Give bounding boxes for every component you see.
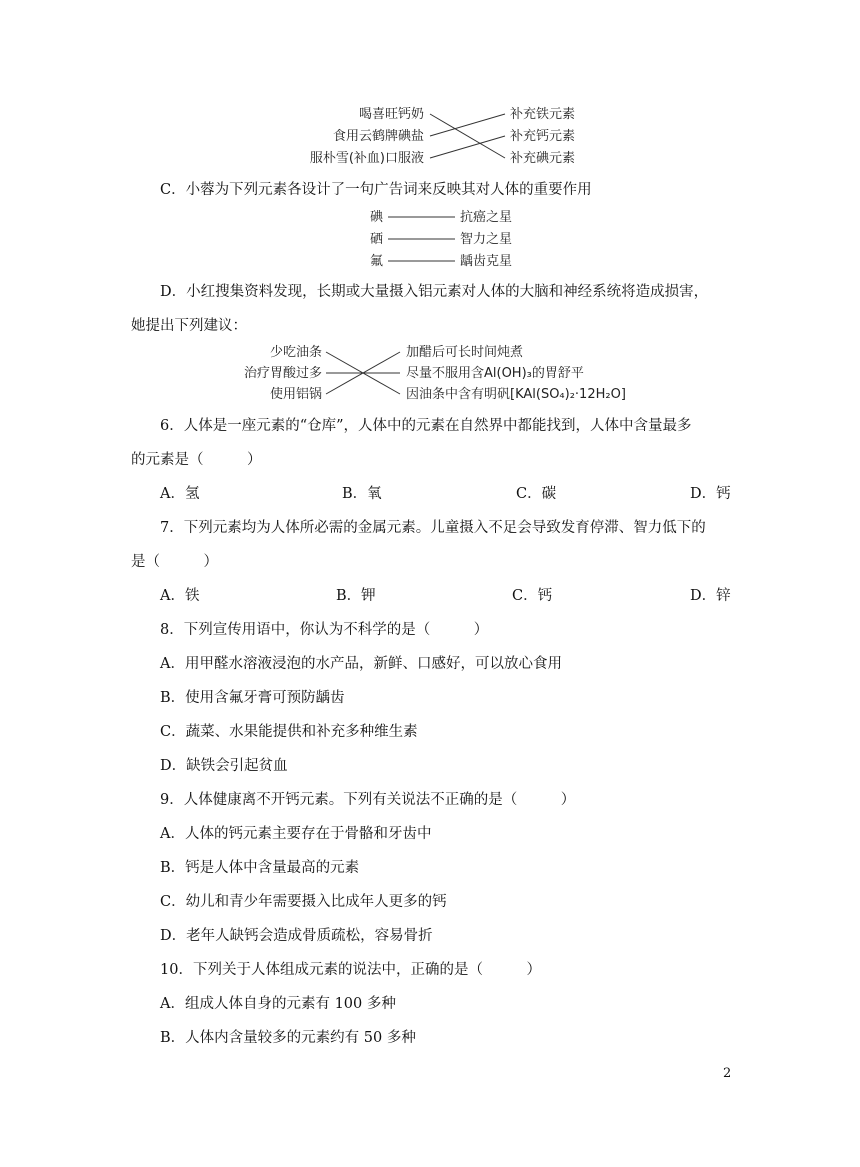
diagram-b-left-2: 食用云鹤牌碘盐 [332,129,424,144]
diagram-b-link-2 [430,114,505,136]
diagram-b-right-2: 补充钙元素 [510,129,576,144]
q6-option-c: C．碳 [516,486,557,502]
diagram-d-right-1: 加醋后可长时间炖煮 [406,345,524,360]
diagram-b-link-3 [430,136,505,158]
q8-option-c: C．蔬菜、水果能提供和补充多种维生素 [160,724,418,740]
q9-option-b: B．钙是人体中含量最高的元素 [160,860,360,876]
q8-option-d: D．缺铁会引起贫血 [160,758,288,774]
q6-option-a: A．氢 [160,486,200,502]
q6-stem-line-2: 的元素是（ ） [131,452,262,468]
q7-stem-line-1: 7．下列元素均为人体所必需的金属元素。儿童摄入不足会导致发育停滞、智力低下的 [160,520,706,536]
diagram-b-right-3: 补充碘元素 [510,151,576,166]
diagram-c-left-2: 硒 [370,232,384,247]
q10-stem: 10．下列关于人体组成元素的说法中，正确的是（ ） [160,962,541,978]
diagram-d-right-2: 尽量不服用含Al(OH)₃的胃舒平 [406,366,584,381]
diagram-d-right-3: 因油条中含有明矾[KAl(SO₄)₂·12H₂O] [406,387,626,402]
diagram-b-right-1: 补充铁元素 [510,107,576,122]
option-c-text: C．小蓉为下列元素各设计了一句广告词来反映其对人体的重要作用 [160,182,592,198]
diagram-d-left-3: 使用铝锅 [269,387,322,402]
matching-diagram-b [300,100,600,172]
diagram-b-left-1: 喝喜旺钙奶 [358,107,424,122]
q6-stem-line-1: 6．人体是一座元素的“仓库”，人体中的元素在自然界中都能找到，人体中含量最多 [160,418,692,434]
diagram-b-left-3: 服朴雪(补血)口服液 [309,151,424,166]
q8-stem: 8．下列宣传用语中，你认为不科学的是（ ） [160,622,489,638]
q10-option-a: A．组成人体自身的元素有 100 多种 [160,996,396,1012]
page-number: 2 [723,1066,732,1081]
q6-option-d: D．钙 [690,486,731,502]
q9-option-c: C．幼儿和青少年需要摄入比成年人更多的钙 [160,894,447,910]
diagram-c-right-3: 龋齿克星 [460,254,513,269]
q7-option-a: A．铁 [160,588,200,604]
q8-option-a: A．用甲醛水溶液浸泡的水产品，新鲜、口感好，可以放心食用 [160,656,562,672]
diagram-c-right-1: 抗癌之星 [460,210,513,225]
q9-option-a: A．人体的钙元素主要存在于骨骼和牙齿中 [160,826,432,842]
diagram-c-left-3: 氟 [370,254,384,269]
matching-diagram-c [360,207,580,269]
q9-option-d: D．老年人缺钙会造成骨质疏松，容易骨折 [160,928,433,944]
q7-option-c: C．钙 [512,588,553,604]
diagram-d-left-1: 少吃油条 [269,345,322,360]
diagram-c-right-2: 智力之星 [460,232,513,247]
q6-option-b: B．氧 [342,486,382,502]
q7-option-d: D．锌 [690,588,731,604]
q8-option-b: B．使用含氟牙膏可预防龋齿 [160,690,345,706]
option-d-text-line-1: D．小红搜集资料发现，长期或大量摄入铝元素对人体的大脑和神经系统将造成损害， [160,284,709,300]
diagram-c-left-1: 碘 [370,210,384,225]
option-d-text-line-2: 她提出下列建议： [131,318,247,334]
q7-stem-line-2: 是（ ） [131,554,218,570]
q9-stem: 9．人体健康离不开钙元素。下列有关说法不正确的是（ ） [160,792,576,808]
diagram-d-left-2: 治疗胃酸过多 [243,366,322,381]
q10-option-b: B．人体内含量较多的元素约有 50 多种 [160,1030,416,1046]
diagram-b-link-1 [430,114,505,158]
matching-diagram-d [230,340,670,404]
q7-option-b: B．钾 [336,588,376,604]
